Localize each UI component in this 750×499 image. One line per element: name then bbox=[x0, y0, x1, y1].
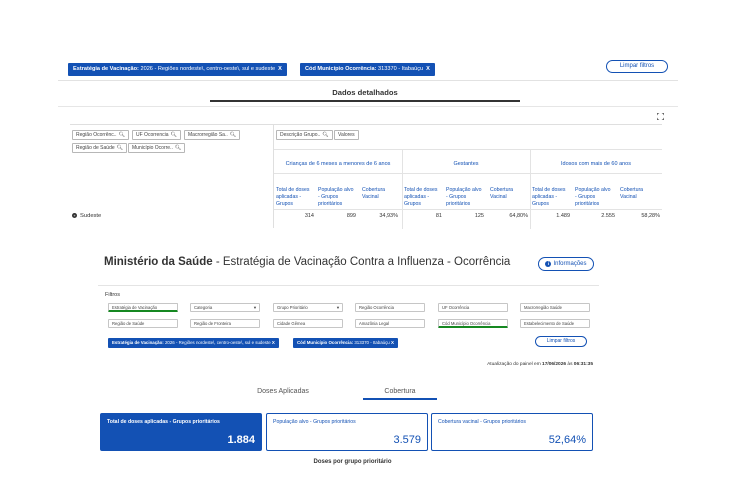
search-icon: 🔍︎ bbox=[322, 132, 329, 138]
group-header-elderly: Idosos com mais de 60 anos bbox=[560, 161, 631, 167]
clear-filters-button[interactable]: Limpar filtros bbox=[535, 336, 587, 347]
chevron-down-icon: ▼ bbox=[253, 305, 257, 310]
divider bbox=[58, 106, 678, 107]
close-icon[interactable]: X bbox=[278, 66, 282, 72]
filter-chip-vaccination-strategy[interactable]: Estratégia de Vacinação: 2026 - Regiões nordeste\, centro-oeste\, sul e sudeste X bbox=[68, 63, 287, 76]
column-field-values[interactable]: Valores bbox=[334, 130, 359, 140]
dropdown-category[interactable]: Categoria ▼ bbox=[190, 303, 260, 312]
dropdown-uf[interactable]: UF Ocorrência bbox=[438, 303, 508, 312]
column-header[interactable]: População alvo - Grupos prioritários bbox=[318, 187, 354, 207]
tab-coverage[interactable]: Cobertura bbox=[384, 388, 416, 395]
column-header[interactable]: Cobertura Vacinal bbox=[620, 187, 644, 200]
table-cell: 125 bbox=[474, 213, 484, 219]
search-icon: 🔍︎ bbox=[170, 132, 177, 138]
filter-chip-municipality[interactable]: Cód Município Ocorrência: 313370 - Itabaúçu X bbox=[293, 338, 398, 348]
chevron-down-icon: ▼ bbox=[336, 305, 340, 310]
dropdown-border-region[interactable]: Região de Fronteira bbox=[190, 319, 260, 328]
dropdown-twin-city[interactable]: Cidade Gêmea bbox=[273, 319, 343, 328]
clear-filters-button[interactable]: Limpar filtros bbox=[606, 60, 668, 73]
dropdown-health-facility[interactable]: Estabelecimento de Saúde bbox=[520, 319, 590, 328]
search-icon: 🔍︎ bbox=[229, 132, 237, 138]
group-header-children: Crianças de 6 meses a menores de 6 anos bbox=[285, 161, 391, 167]
table-cell: 314 bbox=[304, 213, 314, 219]
table-cell: 2.555 bbox=[601, 213, 615, 219]
column-header[interactable]: Cobertura Vacinal bbox=[362, 187, 386, 200]
pivot-table bbox=[70, 124, 662, 228]
row-field-health-region[interactable]: Região de Saúde 🔍︎ bbox=[72, 143, 127, 153]
column-header[interactable]: Total de doses aplicadas - Grupos bbox=[404, 187, 438, 207]
column-header[interactable]: Cobertura Vacinal bbox=[490, 187, 514, 200]
row-field-municipality[interactable]: Município Ocorre.. 🔍︎ bbox=[128, 143, 185, 153]
filters-section bbox=[98, 285, 599, 360]
info-button[interactable]: i Informações bbox=[538, 257, 594, 271]
group-header-pregnant: Gestantes bbox=[453, 161, 479, 167]
row-field-macroregion[interactable]: Macrorregião Sa.. 🔍︎ bbox=[184, 130, 240, 140]
search-icon: 🔍︎ bbox=[118, 132, 125, 138]
filter-chip-municipality[interactable]: Cód Município Ocorrência: 313370 - Itabaúçu X bbox=[300, 63, 435, 76]
row-field-uf[interactable]: UF Ocorrencia 🔍︎ bbox=[132, 130, 181, 140]
table-cell: 64,80% bbox=[509, 213, 528, 219]
kpi-card-target-population[interactable]: População alvo - Grupos prioritários 3.579 bbox=[266, 413, 428, 451]
table-cell: 81 bbox=[435, 213, 442, 219]
close-icon[interactable]: X bbox=[390, 340, 394, 345]
section-title: Doses por grupo prioritário bbox=[313, 459, 392, 465]
dashboard-panel bbox=[95, 250, 610, 499]
dropdown-vaccination-strategy[interactable]: Estratégia de Vacinação bbox=[108, 303, 178, 312]
divider bbox=[58, 80, 678, 81]
dropdown-health-region[interactable]: Região de Saúde bbox=[108, 319, 178, 328]
filters-label: Filtros bbox=[105, 292, 120, 298]
table-cell: 899 bbox=[346, 213, 356, 219]
column-header[interactable]: População alvo - Grupos prioritários bbox=[446, 187, 482, 207]
column-header[interactable]: Total de doses aplicadas - Grupos bbox=[276, 187, 310, 207]
grid-line bbox=[274, 149, 662, 150]
tab-underline bbox=[363, 398, 437, 400]
last-update-text: Atualização do painel em 17/06/2026 às 06:31:35 bbox=[487, 362, 593, 367]
pivot-row-fields bbox=[70, 125, 274, 228]
column-header[interactable]: População alvo - Grupos prioritários bbox=[575, 187, 611, 207]
info-icon: i bbox=[545, 261, 551, 267]
detailed-data-panel bbox=[58, 52, 678, 247]
dropdown-priority-group[interactable]: Grupo Prioritário ▼ bbox=[273, 303, 343, 312]
search-icon: 🔍︎ bbox=[174, 145, 182, 151]
table-cell: 1.489 bbox=[556, 213, 570, 219]
expand-icon[interactable] bbox=[657, 113, 664, 120]
grid-line bbox=[274, 173, 662, 174]
row-field-region[interactable]: Região Ocorrênc.. 🔍︎ bbox=[72, 130, 129, 140]
tab-detailed-data[interactable]: Dados detalhados bbox=[332, 88, 398, 97]
table-cell: 58,28% bbox=[641, 213, 660, 219]
close-icon[interactable]: X bbox=[271, 340, 275, 345]
dropdown-region[interactable]: Região Ocorrência bbox=[355, 303, 425, 312]
column-header[interactable]: Total de doses aplicadas - Grupos bbox=[532, 187, 566, 207]
table-row-label[interactable]: + Sudeste bbox=[73, 213, 102, 219]
kpi-card-vaccine-coverage[interactable]: Cobertura vacinal - Grupos prioritários 52,64% bbox=[431, 413, 593, 451]
close-icon[interactable]: X bbox=[426, 66, 430, 72]
kpi-card-total-doses[interactable]: Total de doses aplicadas - Grupos prioritários 1.884 bbox=[100, 413, 262, 451]
column-field-group[interactable]: Descrição Grupo.. 🔍︎ bbox=[276, 130, 333, 140]
dropdown-macroregion[interactable]: Macrorregião Saúde bbox=[520, 303, 590, 312]
table-cell: 34,93% bbox=[379, 213, 398, 219]
page-title: Ministério da Saúde - Estratégia de Vacinação Contra a Influenza - Ocorrência bbox=[104, 256, 511, 268]
tab-underline bbox=[210, 100, 520, 102]
search-icon: 🔍︎ bbox=[116, 145, 124, 151]
expand-plus-icon[interactable]: + bbox=[73, 213, 76, 218]
dropdown-legal-amazon[interactable]: Amazônia Legal bbox=[355, 319, 425, 328]
pivot-columns bbox=[274, 125, 662, 228]
dropdown-municipality-code[interactable]: Cód Município Ocorrência bbox=[438, 319, 508, 328]
grid-line bbox=[274, 209, 662, 210]
tab-doses-applied[interactable]: Doses Aplicadas bbox=[257, 388, 309, 395]
filter-chip-vaccination-strategy[interactable]: Estratégia de Vacinação: 2026 - Regiões nordeste\, centro-oeste\, sul e sudeste X bbox=[108, 338, 279, 348]
